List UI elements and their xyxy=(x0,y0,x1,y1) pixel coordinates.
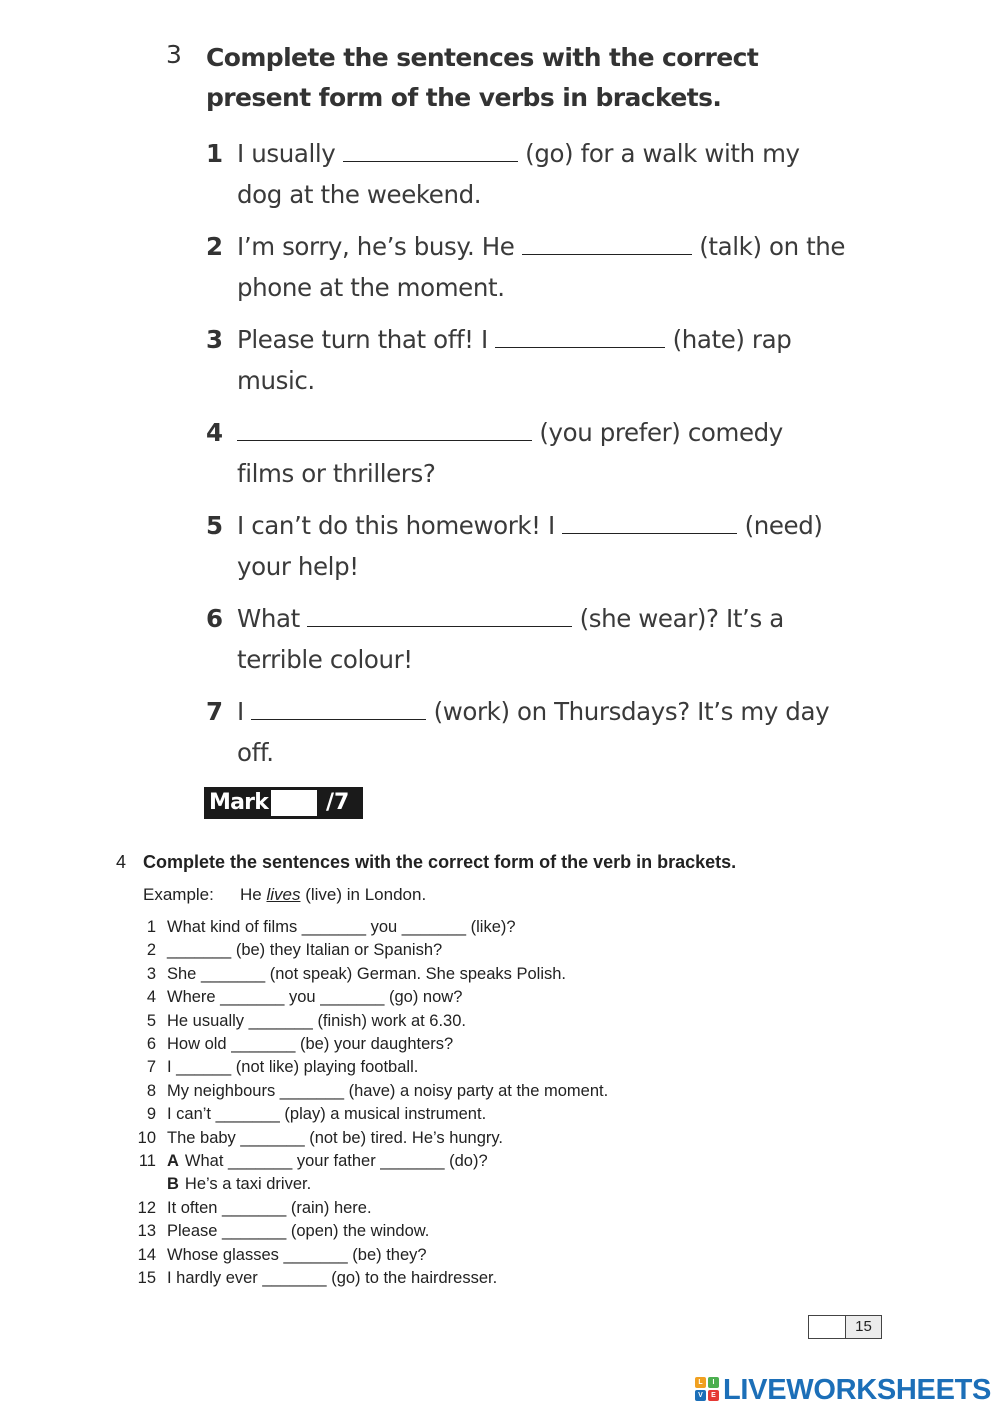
item-text: The baby _______ (not be) tired. He’s hungry. xyxy=(167,1128,504,1147)
exercise-4-item-2[interactable] xyxy=(130,939,442,962)
item-number: 8 xyxy=(146,1081,156,1100)
item-number: 3 xyxy=(206,325,223,354)
example-pre: He xyxy=(240,885,262,904)
exercise-4-item-14[interactable] xyxy=(130,1244,427,1267)
item-text-after: (work) on Thursdays? It’s my day off. xyxy=(237,697,830,767)
example-post: (live) in London. xyxy=(305,885,427,904)
item-text-before: I usually xyxy=(237,139,336,168)
exercise-4-item-7[interactable] xyxy=(130,1056,418,1079)
item-number: 10 xyxy=(137,1128,156,1147)
logo-text: LIVEWORKSHEETS xyxy=(723,1373,992,1406)
speaker-label: B xyxy=(167,1175,179,1194)
item-number: 1 xyxy=(146,918,156,936)
item-number: 4 xyxy=(206,418,223,447)
exercise-4-item-11a[interactable] xyxy=(130,1150,488,1173)
exercise-4-item-5[interactable] xyxy=(130,1010,466,1033)
item-text: I ______ (not like) playing football. xyxy=(167,1058,419,1077)
item-number: 4 xyxy=(146,988,156,1007)
exercise-4-item-3[interactable] xyxy=(130,963,566,986)
exercise-4-example xyxy=(143,885,426,905)
item-number: 14 xyxy=(137,1245,156,1264)
answer-blank[interactable] xyxy=(237,418,532,441)
exercise-4-item-15[interactable] xyxy=(130,1267,497,1290)
item-text-before: I’m sorry, he’s busy. He xyxy=(237,232,515,261)
exercise-4-item-10[interactable] xyxy=(130,1127,503,1150)
item-text: _______ (be) they Italian or Spanish? xyxy=(167,941,443,960)
item-text: What kind of films _______ you _______ (like)? xyxy=(167,918,516,936)
item-number: 12 xyxy=(137,1198,156,1217)
exercise-3-item-5 xyxy=(206,505,846,587)
exercise-3-item-2 xyxy=(206,226,846,308)
item-text: What _______ your father _______ (do)? xyxy=(184,1152,488,1170)
item-text: He usually _______ (finish) work at 6.30. xyxy=(167,1011,466,1030)
item-number: 1 xyxy=(206,139,223,168)
exercise-3-number: 3 xyxy=(166,40,182,69)
exercise-4-item-6[interactable] xyxy=(130,1033,453,1056)
exercise-4-title: Complete the sentences with the correct form of the verb in brackets. xyxy=(143,852,737,872)
liveworksheets-logo-icon: L I V E xyxy=(695,1377,720,1403)
item-number: 2 xyxy=(146,941,156,960)
answer-blank[interactable] xyxy=(251,697,426,720)
exercise-4-item-9[interactable] xyxy=(130,1103,486,1126)
item-text: Please _______ (open) the window. xyxy=(167,1222,430,1241)
item-text-before: I xyxy=(237,697,244,726)
item-text-after: (hate) rap music. xyxy=(237,325,792,395)
item-text: It often _______ (rain) here. xyxy=(167,1198,372,1217)
item-text-after: (go) for a walk with my dog at the weekend. xyxy=(237,139,800,209)
mark-label: Mark xyxy=(209,790,269,815)
item-number: 13 xyxy=(137,1222,156,1241)
mark-input[interactable] xyxy=(271,790,317,816)
answer-blank[interactable] xyxy=(522,232,692,255)
speaker-label: A xyxy=(167,1152,179,1170)
item-number: 6 xyxy=(206,604,223,633)
item-text: I can’t _______ (play) a musical instrument. xyxy=(167,1105,487,1124)
example-answer: lives xyxy=(266,885,301,904)
score-page-box xyxy=(808,1315,882,1339)
item-text: Whose glasses _______ (be) they? xyxy=(167,1245,427,1264)
exercise-3-item-6 xyxy=(206,598,846,680)
item-number: 9 xyxy=(146,1105,156,1124)
item-text-before: I can’t do this homework! I xyxy=(237,511,555,540)
item-text-before: What xyxy=(237,604,300,633)
item-text: He’s a taxi driver. xyxy=(184,1175,312,1194)
item-number: 2 xyxy=(206,232,223,261)
item-number: 11 xyxy=(138,1152,156,1170)
exercise-3-item-4 xyxy=(206,412,846,494)
exercise-4-item-1[interactable] xyxy=(130,916,516,939)
example-label: Example: xyxy=(143,885,214,904)
exercise-4-item-4[interactable] xyxy=(130,986,462,1009)
item-number: 5 xyxy=(206,511,223,540)
exercise-4-item-13[interactable] xyxy=(130,1220,429,1243)
liveworksheets-logo xyxy=(695,1373,991,1407)
exercise-4-item-12[interactable] xyxy=(130,1197,372,1220)
item-number: 6 xyxy=(146,1035,156,1053)
exercise-3-item-1 xyxy=(206,133,846,215)
item-number: 7 xyxy=(146,1058,156,1077)
item-text-after: (you prefer) comedy films or thrillers? xyxy=(237,418,783,488)
item-text-after: (talk) on the phone at the moment. xyxy=(237,232,846,302)
exercise-4-number: 4 xyxy=(116,852,127,872)
exercise-3-item-3 xyxy=(206,319,846,401)
item-number: 15 xyxy=(137,1269,156,1287)
exercise-3-title: Complete the sentences with the correct present form of the verbs in brackets. xyxy=(206,43,759,112)
mark-total: /7 xyxy=(326,790,350,815)
item-number: 5 xyxy=(146,1011,156,1030)
exercise-4-item-11b xyxy=(130,1173,311,1196)
item-text: How old _______ (be) your daughters? xyxy=(167,1035,454,1053)
item-text: She _______ (not speak) German. She speaks Polish. xyxy=(167,964,566,983)
score-input[interactable] xyxy=(809,1316,846,1338)
item-text-after: (need) your help! xyxy=(237,511,823,581)
item-text: My neighbours _______ (have) a noisy party at the moment. xyxy=(167,1081,609,1100)
mark-box xyxy=(204,787,363,819)
exercise-4-item-8[interactable] xyxy=(130,1080,608,1103)
answer-blank[interactable] xyxy=(343,139,518,162)
item-text-before: Please turn that off! I xyxy=(237,325,488,354)
item-text-after: (she wear)? It’s a terrible colour! xyxy=(237,604,784,674)
page-number: 15 xyxy=(846,1316,881,1338)
exercise-3-item-7 xyxy=(206,691,846,773)
item-number: 3 xyxy=(146,964,156,983)
item-text: I hardly ever _______ (go) to the hairdresser. xyxy=(167,1269,498,1287)
answer-blank[interactable] xyxy=(562,511,737,534)
answer-blank[interactable] xyxy=(307,604,572,627)
item-number: 7 xyxy=(206,697,223,726)
answer-blank[interactable] xyxy=(495,325,665,348)
item-text: Where _______ you _______ (go) now? xyxy=(167,988,463,1007)
